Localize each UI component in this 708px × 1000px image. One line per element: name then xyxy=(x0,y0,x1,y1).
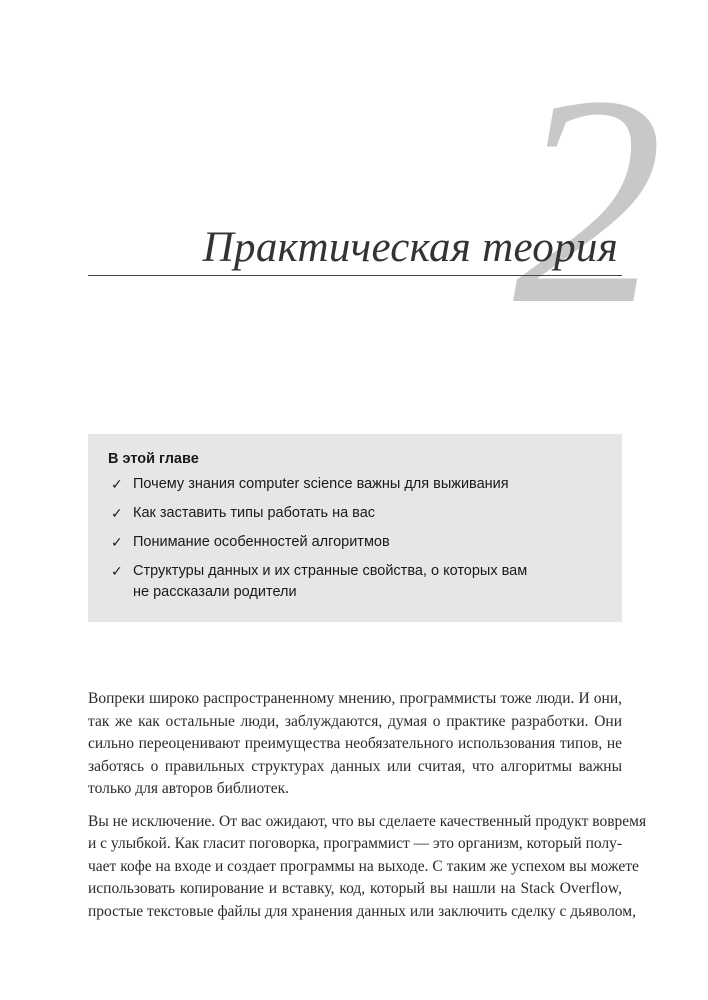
checkmark-icon: ✓ xyxy=(111,534,123,550)
box-item-text: Как заставить типы работать на вас xyxy=(133,505,376,521)
text-line: сильно переоценивают преимущества необязательного использования типов, не xyxy=(88,735,622,752)
checkmark-icon: ✓ xyxy=(111,563,123,579)
box-item-text: Структуры данных и их странные свойства, о которых вам xyxy=(133,563,528,579)
box-list-item xyxy=(108,503,602,524)
text-line: простые текстовые файлы для хранения данных или заключить сделку с дьяволом, xyxy=(88,902,636,920)
box-item-text: Понимание особенностей алгоритмов xyxy=(133,534,390,550)
paragraph xyxy=(88,811,647,924)
chapter-number: 2 xyxy=(513,34,663,366)
box-item-text: Почему знания computer science важны для выживания xyxy=(133,476,509,492)
box-list-item xyxy=(108,561,602,603)
text-line: Вопреки широко распространенному мнению, программисты тоже люди. И они, xyxy=(88,690,622,707)
text-line: и с улыбкой. Как гласит поговорка, программист — это организм, который полу- xyxy=(88,835,623,852)
text-line: использовать копирование и вставку, код, который вы нашли на Stack Overflow, xyxy=(88,880,622,897)
text-line: заботясь о правильных структурах данных или считая, что алгоритмы важны xyxy=(88,757,622,775)
box-item-text-continued: не рассказали родители xyxy=(133,584,297,600)
box-list-item xyxy=(108,474,602,495)
box-list xyxy=(108,474,602,603)
checkmark-icon: ✓ xyxy=(111,476,123,492)
text-line: только для авторов библиотек. xyxy=(88,780,290,797)
paragraph xyxy=(88,688,622,801)
text-line: так же как остальные люди, заблуждаются, думая о практике разработки. Они xyxy=(88,712,622,730)
chapter-contents-box xyxy=(88,434,622,622)
text-line: Вы не исключение. От вас ожидают, что вы сделаете качественный продукт вовремя xyxy=(88,812,647,830)
body-text xyxy=(88,688,647,933)
box-heading: В этой главе xyxy=(108,451,199,467)
title-divider xyxy=(88,275,622,276)
checkmark-icon: ✓ xyxy=(111,505,123,521)
text-line: чает кофе на входе и создает программы на выходе. С таким же успехом вы можете xyxy=(88,857,639,875)
box-list-item xyxy=(108,532,602,553)
chapter-title: Практическая теория xyxy=(202,224,618,271)
